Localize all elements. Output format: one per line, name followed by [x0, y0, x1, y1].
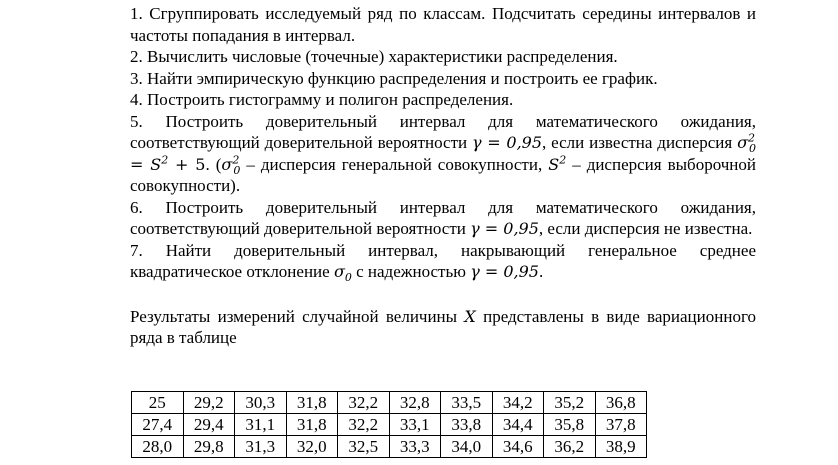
table-cell: 31,1 [235, 414, 287, 436]
task-4 [130, 89, 756, 111]
task-5-text-b: , если известна дисперсия [542, 133, 738, 152]
table-cell: 37,8 [595, 414, 647, 436]
task-7-text-a: 7. Найти доверительный интервал, накрывающий генеральное среднее квадратическое отклонение [130, 240, 756, 281]
task-1 [130, 3, 756, 46]
variation-series-table [131, 391, 647, 458]
task-3 [130, 68, 756, 90]
table-cell: 34,2 [492, 392, 544, 414]
intro-paragraph [130, 306, 756, 349]
task-3-text: 3. Найти эмпирическую функцию распределения и построить ее график. [130, 68, 658, 88]
task-5-text-a: 5. Построить доверительный интервал для математического ожидания, соответствующий доверительной вероятности [130, 111, 756, 152]
task-2 [130, 46, 756, 68]
task-5-text-e: – дисперсия выборочной совокупности). [130, 154, 756, 195]
gamma-formula: γ = 0,95 [472, 133, 543, 152]
task-7-text-c: . [538, 262, 544, 281]
table-cell: 32,8 [389, 392, 441, 414]
table-cell: 25 [132, 392, 184, 414]
task-7 [130, 240, 756, 283]
table-cell: 34,0 [441, 436, 493, 458]
table-row [132, 436, 647, 458]
s-squared: $S^2$ [548, 153, 567, 174]
task-6 [130, 197, 756, 240]
table-cell: 33,5 [441, 392, 493, 414]
table-cell: 31,3 [235, 436, 287, 458]
intro-text-a: Результаты измерений случайной величины [130, 306, 465, 326]
table-cell: 28,0 [132, 436, 184, 458]
table-cell: 38,9 [595, 436, 647, 458]
table-row [132, 392, 647, 414]
table-cell: 36,8 [595, 392, 647, 414]
table-row [132, 414, 647, 436]
x-variable: X [464, 306, 476, 326]
sigma0-symbol: $\sigma_0$ [333, 262, 352, 285]
table-cell: 31,8 [286, 414, 338, 436]
task-5-text-d: – дисперсия генеральной совокупности, [240, 154, 549, 174]
table-cell: 35,2 [544, 392, 596, 414]
table-cell: 33,3 [389, 436, 441, 458]
table-cell: 34,6 [492, 436, 544, 458]
table-cell: 32,2 [338, 414, 390, 436]
table-cell: 36,2 [544, 436, 596, 458]
task-6-text-b: , если дисперсия не известна. [538, 219, 753, 238]
variance-formula: $\sigma^2_0 = S^2 + 5$ [130, 131, 756, 174]
table-cell: 30,3 [235, 392, 287, 414]
table-cell: 31,8 [286, 392, 338, 414]
sigma0-squared: $\sigma^2_0$ [221, 153, 241, 177]
task-1-text: 1. Сгруппировать исследуемый ряд по классам. Подсчитать середины интервалов и частоты попадания в интервал. [130, 4, 756, 45]
task-4-text: 4. Построить гистограмму и полигон распределения. [130, 90, 514, 109]
table-cell: 29,8 [183, 436, 235, 458]
task-document [130, 3, 756, 349]
task-2-text: 2. Вычислить числовые (точечные) характеристики распределения. [130, 47, 618, 66]
table-cell: 34,4 [492, 414, 544, 436]
table-cell: 32,2 [338, 392, 390, 414]
table-cell: 29,4 [183, 414, 235, 436]
table-cell: 27,4 [132, 414, 184, 436]
intro-text-b: представлены в виде вариационного ряда в таблице [130, 306, 756, 347]
gamma-formula: γ = 0,95 [470, 262, 539, 281]
table-cell: 33,1 [389, 414, 441, 436]
table-cell: 33,8 [441, 414, 493, 436]
table-cell: 29,2 [183, 392, 235, 414]
task-7-text-b: с надежностью [351, 262, 471, 281]
task-5 [130, 111, 756, 197]
table-cell: 35,8 [544, 414, 596, 436]
task-5-text-c: . ( [205, 154, 222, 174]
table-cell: 32,5 [338, 436, 390, 458]
gamma-formula: γ = 0,95 [470, 219, 539, 238]
table-cell: 32,0 [286, 436, 338, 458]
task-6-text-a: 6. Построить доверительный интервал для математического ожидания, соответствующий доверительной вероятности [130, 197, 756, 238]
